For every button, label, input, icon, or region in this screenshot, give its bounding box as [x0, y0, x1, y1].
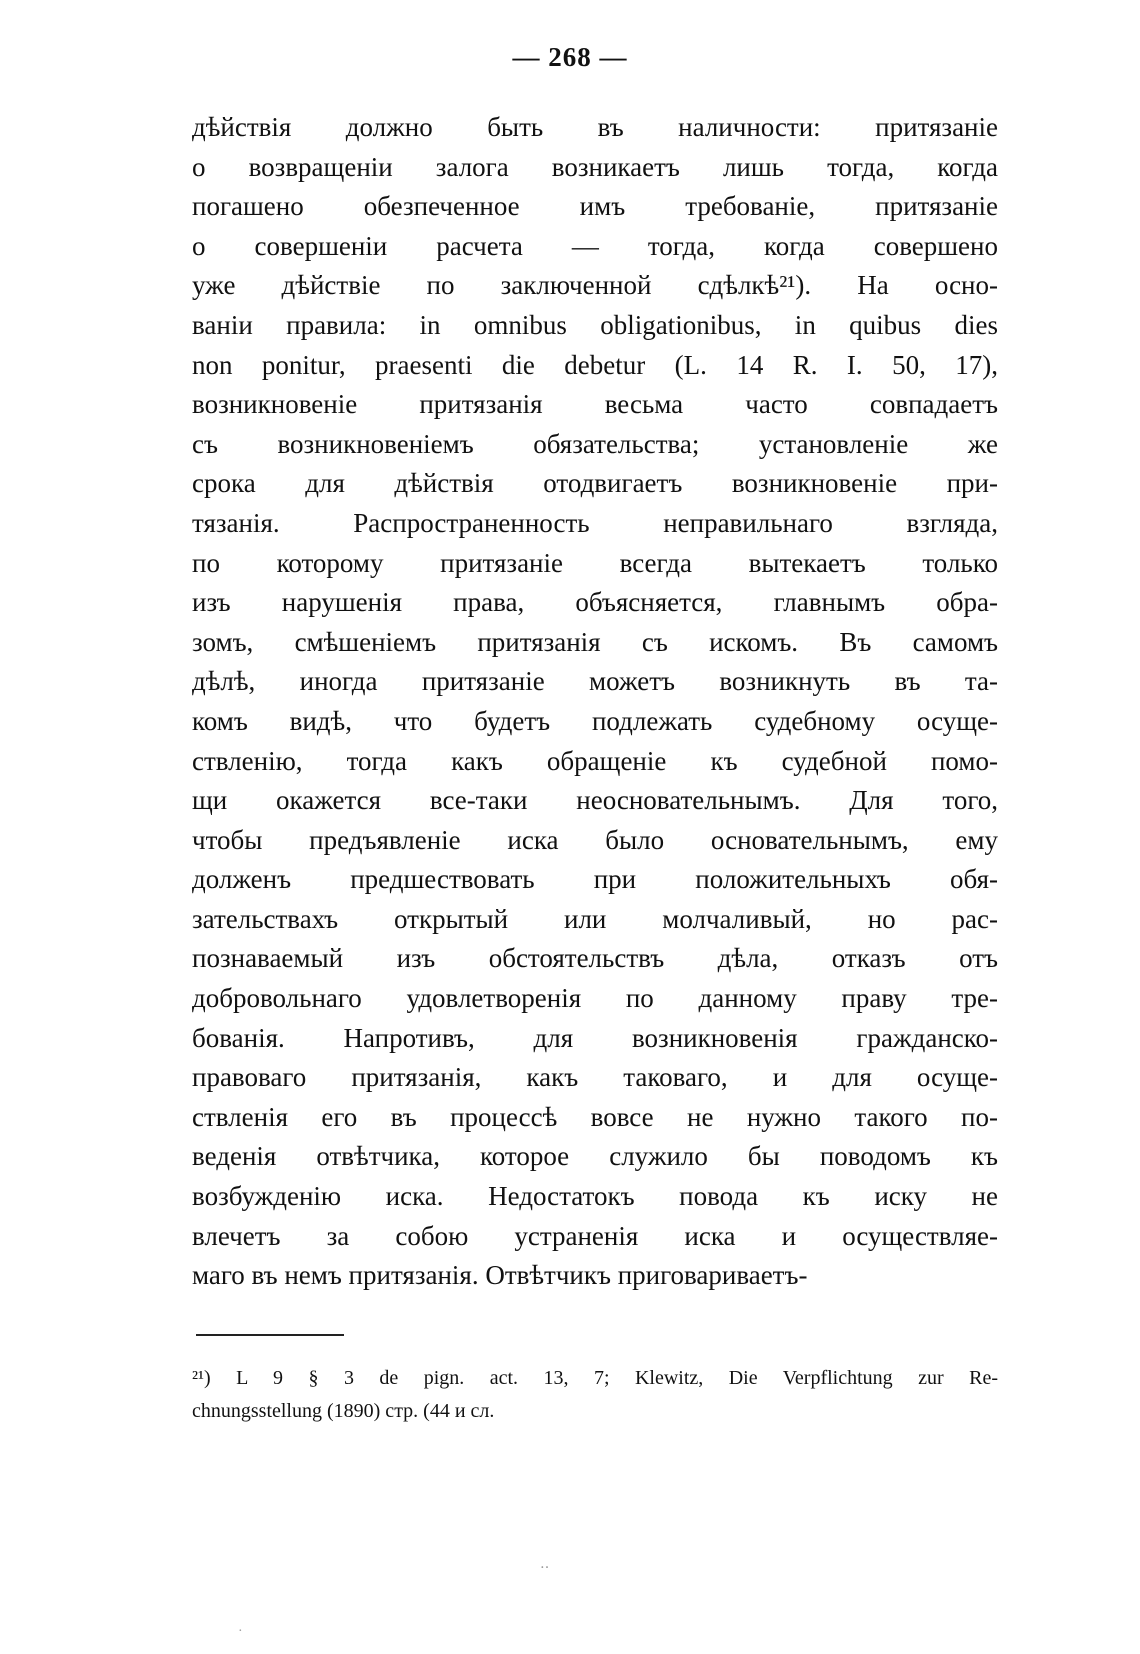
text-line: погашено обезпеченное имъ требованіе, притязаніе [192, 191, 998, 222]
text-line: комъ видѣ, что будетъ подлежать судебному осуще- [192, 705, 998, 736]
footnote-line: chnungsstellung (1890) стр. (44 и сл. [192, 1400, 495, 1422]
text-line: добровольнаго удовлетворенія по данному праву тре- [192, 983, 998, 1014]
text-line: бованія. Напротивъ, для возникновенія гражданско- [192, 1022, 998, 1053]
text-line: зательствахъ открытый или молчаливый, но рас- [192, 903, 998, 934]
text-line: тязанія. Распространенность неправильнаго взгляда, [192, 507, 998, 538]
text-line: non ponitur, praesenti die debetur (L. 14 R. I. 50, 17), [192, 349, 998, 380]
text-line: дѣлѣ, иногда притязаніе можетъ возникнуть въ та- [192, 666, 998, 697]
text-line: ствленія его въ процессѣ вовсе не нужно такого по- [192, 1101, 998, 1132]
text-line: зомъ, смѣшеніемъ притязанія съ искомъ. Въ самомъ [192, 626, 998, 657]
text-line: познаваемый изъ обстоятельствъ дѣла, отказъ отъ [192, 943, 998, 974]
text-line: правоваго притязанія, какъ таковаго, и для осуще- [192, 1062, 998, 1093]
footnote [192, 1362, 998, 1428]
text-line: ваніи правила: in omnibus obligationibus, in quibus dies [192, 309, 998, 340]
text-line: возбужденію иска. Недостатокъ повода къ иску не [192, 1181, 998, 1212]
text-line: чтобы предъявленіе иска было основательнымъ, ему [192, 824, 998, 855]
text-line: изъ нарушенія права, объясняется, главнымъ обра- [192, 587, 998, 618]
text-line: по которому притязаніе всегда вытекаетъ только [192, 547, 998, 578]
page-number: — 268 — [512, 42, 628, 72]
text-line: съ возникновеніемъ обязательства; установленіе же [192, 428, 998, 459]
text-line: дѣйствія должно быть въ наличности: притязаніе [192, 112, 998, 142]
text-line: долженъ предшествовать при положительныхъ обя- [192, 864, 998, 895]
footnote-divider [196, 1334, 344, 1336]
scan-speck: · [238, 1624, 243, 1639]
text-line: влечетъ за собою устраненія иска и осуществляе- [192, 1220, 998, 1251]
text-line: маго въ немъ притязанія. Отвѣтчикъ приговариваетъ- [192, 1260, 808, 1291]
footnote-line: ²¹) L 9 § 3 de pign. act. 13, 7; Klewitz, Die Verpflichtung zur Re- [192, 1367, 998, 1389]
text-line: о возвращеніи залога возникаетъ лишь тогда, когда [192, 151, 998, 182]
text-line: ствленію, тогда какъ обращеніе къ судебной помо- [192, 745, 998, 776]
text-line: веденія отвѣтчика, которое служило бы поводомъ къ [192, 1141, 998, 1172]
text-line: щи окажется все-таки неосновательнымъ. Для того, [192, 785, 998, 816]
text-line: о совершеніи расчета — тогда, когда совершено [192, 230, 998, 261]
body-text [192, 108, 998, 1296]
text-line: срока для дѣйствія отодвигаетъ возникновеніе при- [192, 468, 998, 499]
text-line: возникновеніе притязанія весьма часто совпадаетъ [192, 389, 998, 420]
text-line: уже дѣйствіе по заключенной сдѣлкѣ²¹). На осно- [192, 270, 998, 301]
scan-speck: ‥ [540, 1557, 550, 1572]
